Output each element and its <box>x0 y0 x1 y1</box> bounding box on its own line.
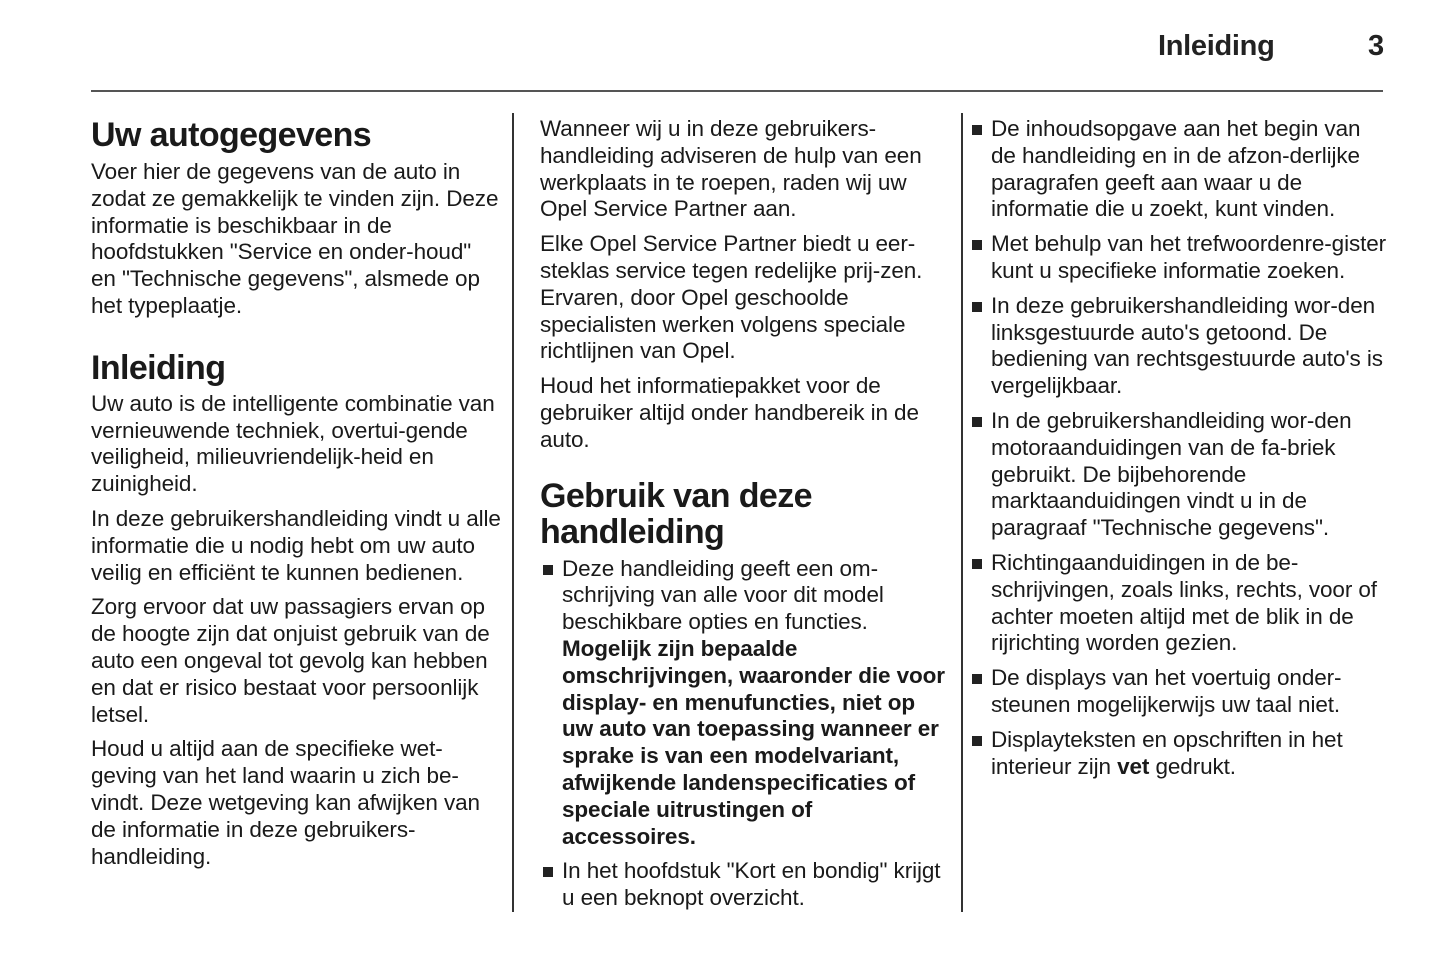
list-item: Richtingaanduidingen in de be-schrijvingen, zoals links, rechts, voor of achter moeten altijd met de blik in de rijrichting worden gezien. <box>969 550 1390 657</box>
column-3 <box>990 112 1390 780</box>
paragraph: Houd het informatiepakket voor de gebruiker altijd onder handbereik in de auto. <box>540 373 919 452</box>
paragraph: In deze gebruikershandleiding vindt u alle informatie die u nodig hebt om uw auto veilig en efficiënt te kunnen bedienen. <box>91 505 501 585</box>
column-2 <box>540 112 950 912</box>
column-divider-1 <box>512 113 514 912</box>
paragraph: Elke Opel Service Partner biedt u eer-steklas service tegen redelijke prij-zen. Ervaren, door Opel geschoolde specialisten werken volgens speciale richtlijnen van Opel. <box>540 231 923 364</box>
heading-gebruik-van-deze-handleiding: Gebruik van deze handleiding <box>540 476 812 551</box>
paragraph: Houd u altijd aan de specifieke wet-geving van het land waarin u zich be-vindt. Deze wetgeving kan afwijken van de informatie in deze gebruikers-handleiding. <box>91 736 480 869</box>
header-section-title: Inleiding <box>1158 30 1275 62</box>
list-item: De inhoudsopgave aan het begin van de handleiding en in de afzon-derlijke paragrafen geeft aan waar u de informatie die u zoekt, kunt vinden. <box>969 116 1390 223</box>
bullet-list <box>540 556 950 912</box>
paragraph: Wanneer wij u in deze gebruikers-handleiding adviseren de hulp van een werkplaats in te roepen, raden wij uw Opel Service Partner aan. <box>540 116 922 222</box>
paragraph: Uw auto is de intelligente combinatie van vernieuwende techniek, overtui-gende veiligheid, milieuvriendelijk-heid en zuinigheid. <box>91 390 495 497</box>
list-item: In de gebruikershandleiding wor-den motoraanduidingen van de fa-briek gebruikt. De bijbehorende marktaanduidingen vindt u in de paragraaf "Technische gegevens". <box>969 408 1390 542</box>
list-item: Displayteksten en opschriften in het interieur zijn vet gedrukt. <box>969 727 1390 781</box>
heading-inleiding: Inleiding <box>91 348 226 387</box>
paragraph: Zorg ervoor dat uw passagiers ervan op de hoogte zijn dat onjuist gebruik van de auto een ongeval tot gevolg kan hebben en dat er risico bestaat voor persoonlijk letsel. <box>91 594 490 727</box>
column-1 <box>91 112 501 870</box>
list-item: De displays van het voertuig onder-steunen mogelijkerwijs uw taal niet. <box>969 665 1390 719</box>
page-number: 3 <box>1368 30 1385 62</box>
list-item: Deze handleiding geeft een om-schrijving van alle voor dit model beschikbare opties en functies. Mogelijk zijn bepaalde omschrijvingen, waaronder die voor display- en menufuncties, niet op uw auto van toepassing wanneer er sprake is van een modelvariant, afwijkende landenspecificaties of speciale uitrustingen of accessoires. <box>540 556 950 851</box>
column-divider-2 <box>961 113 963 912</box>
list-item: In het hoofdstuk "Kort en bondig" krijgt u een beknopt overzicht. <box>540 858 950 912</box>
bold-note: Mogelijk zijn bepaalde omschrijvingen, waaronder die voor display- en menufuncties, niet op uw auto van toepassing wanneer er sprake is van een modelvariant, afwijkende landenspecificaties of speciale uitrustingen of accessoires. <box>562 635 945 849</box>
list-item: Met behulp van het trefwoordenre-gister kunt u specifieke informatie zoeken. <box>969 231 1390 285</box>
list-item: In deze gebruikershandleiding wor-den linksgestuurde auto's getoond. De bediening van rechtsgestuurde auto's is vergelijkbaar. <box>969 293 1390 400</box>
heading-uw-autogegevens: Uw autogegevens <box>91 116 372 154</box>
bullet-list <box>969 116 1390 780</box>
paragraph: Voer hier de gegevens van de auto in zodat ze gemakkelijk te vinden zijn. Deze informatie is beschikbaar in de hoofdstukken "Service en onder-houd" en "Technische gegevens", alsmede op het typeplaatje. <box>91 159 499 318</box>
header-rule <box>91 90 1383 92</box>
